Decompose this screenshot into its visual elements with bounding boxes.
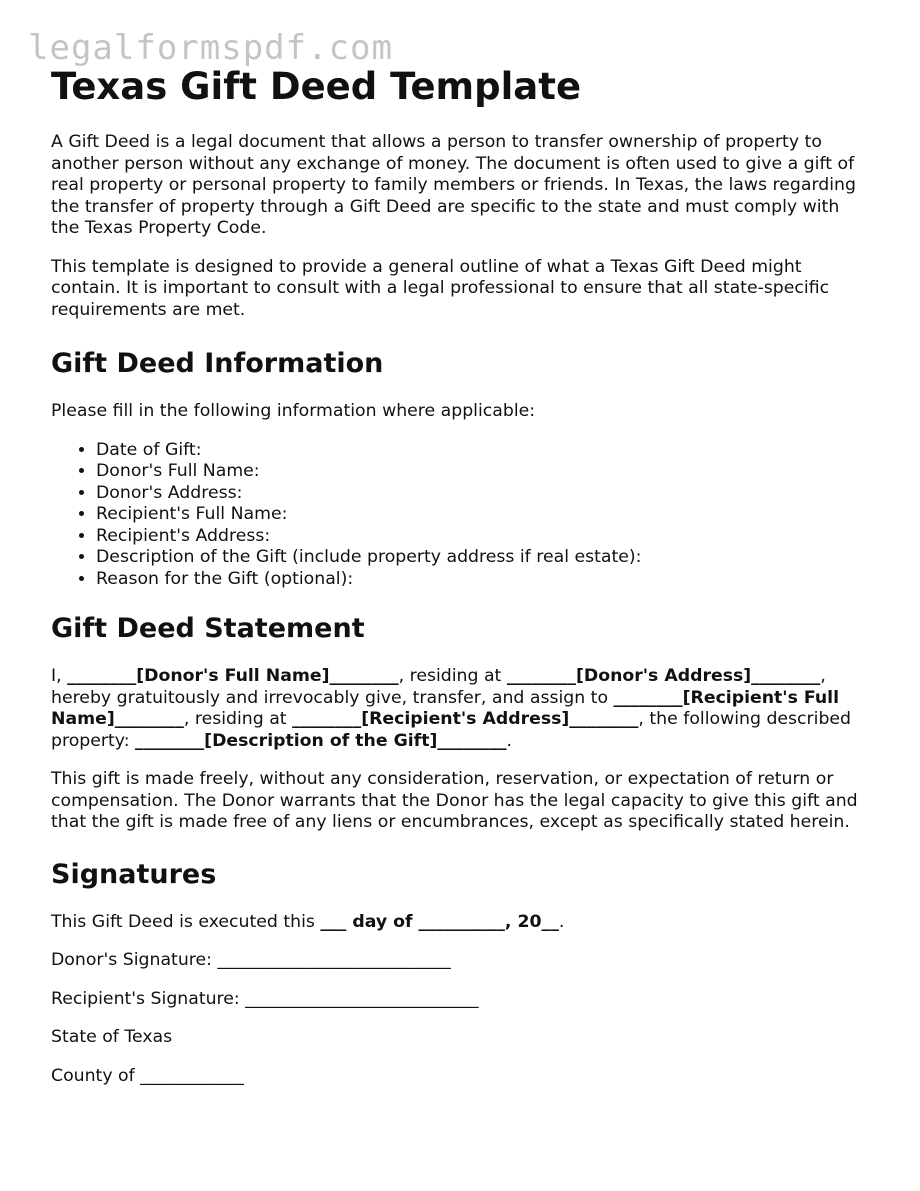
list-item-date-of-gift: • Date of Gift:: [96, 440, 871, 462]
statement-heading: Gift Deed Statement: [51, 613, 365, 644]
donor-signature-line: Donor's Signature: ___________________________: [51, 950, 451, 970]
donor-name-field: ________[Donor's Full Name]________: [67, 666, 399, 686]
recipient-signature-line: Recipient's Signature: ___________________________: [51, 988, 479, 1009]
list-item-donor-name: • Donor's Full Name:: [96, 461, 871, 483]
statement-text: , hereby gratuitously and irrevocably give, transfer, and assign to: [51, 666, 826, 708]
list-item-donor-address: • Donor's Address:: [96, 483, 871, 505]
execution-text: This Gift Deed is executed this: [51, 911, 321, 932]
statement-text: I,: [51, 666, 68, 686]
statement-text: .: [506, 730, 512, 751]
statement-text: , residing at: [183, 709, 293, 729]
signatures-heading: Signatures: [51, 858, 217, 890]
list-item-recipient-name: • Recipient's Full Name:: [96, 504, 871, 526]
statement-paragraph-1: [51, 666, 871, 752]
list-item-recipient-address: • Recipient's Address:: [96, 526, 871, 548]
statement-text: , residing at: [398, 666, 507, 686]
intro-paragraph-2: This template is designed to provide a general outline of what a Texas Gift Deed might contain. It is important to consult with a legal professional to ensure that all state-specific requirements are met.: [51, 256, 830, 320]
state-line: State of Texas: [51, 1027, 173, 1047]
recipient-name-field: ________[Recipient's Full Name]________: [51, 687, 839, 729]
gift-description-field: ________[Description of the Gift]________: [135, 730, 507, 751]
execution-date-blank: ___ day of __________, 20__: [320, 911, 559, 932]
execution-line: [51, 912, 871, 934]
document-body: [51, 64, 871, 1104]
info-instruction: Please fill in the following information where applicable:: [51, 401, 536, 421]
recipient-address-field: ________[Recipient's Address]________: [292, 709, 639, 729]
county-line: County of ____________: [51, 1065, 244, 1086]
intro-paragraph-1: A Gift Deed is a legal document that allows a person to transfer ownership of property to another person without any exchange of money. The document is often used to give a gift of real property or personal property to family members or friends. In Texas, the laws regarding the transfer of property through a Gift Deed are specific to the state and must comply with the Texas Property Code.: [51, 132, 856, 238]
donor-address-field: ________[Donor's Address]________: [506, 666, 821, 686]
list-item-gift-reason: • Reason for the Gift (optional):: [96, 569, 871, 591]
statement-paragraph-2: This gift is made freely, without any consideration, reservation, or expectation of return or compensation. The Donor warrants that the Donor has the legal capacity to give this gift and that the gift is made free of any liens or encumbrances, except as specifically stated herein.: [51, 769, 858, 832]
page-title: Texas Gift Deed Template: [51, 65, 582, 108]
watermark: legalformspdf.com: [28, 28, 393, 68]
execution-text: .: [558, 911, 565, 932]
statement-text: , the following described property:: [51, 709, 852, 751]
info-list: [51, 440, 871, 591]
list-item-gift-description: • Description of the Gift (include property address if real estate):: [96, 547, 871, 569]
info-heading: Gift Deed Information: [51, 348, 384, 379]
